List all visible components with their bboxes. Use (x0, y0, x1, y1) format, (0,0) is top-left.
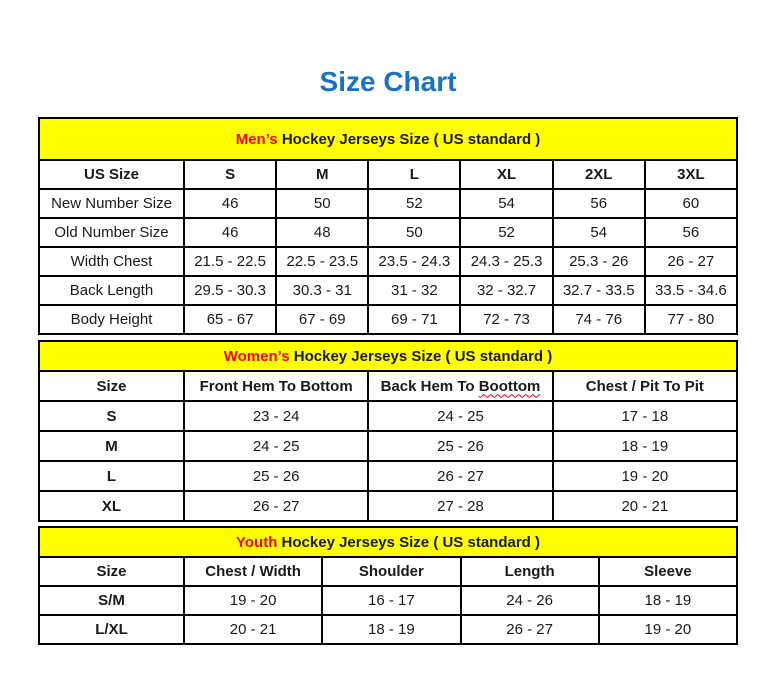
column-header: M (276, 160, 368, 189)
size-cell: 52 (460, 218, 552, 247)
row-label: M (39, 431, 184, 461)
table-row (39, 615, 737, 644)
row-label: Back Length (39, 276, 184, 305)
mens-size-table (38, 117, 738, 335)
womens-section-title: Women’s Hockey Jerseys Size ( US standard ) (39, 341, 737, 371)
size-cell: 26 - 27 (461, 615, 599, 644)
youth-header-row (39, 557, 737, 586)
column-header: 3XL (645, 160, 737, 189)
mens-caption-row (39, 118, 737, 160)
table-row (39, 218, 737, 247)
size-cell: 32.7 - 33.5 (553, 276, 645, 305)
column-header: Front Hem To Bottom (184, 371, 368, 401)
size-cell: 46 (184, 189, 276, 218)
size-cell: 18 - 19 (599, 586, 737, 615)
size-cell: 20 - 21 (553, 491, 737, 521)
misspelled-word: Boottom (478, 377, 541, 395)
size-cell: 19 - 20 (184, 586, 322, 615)
table-row (39, 305, 737, 334)
size-cell: 32 - 32.7 (460, 276, 552, 305)
size-cell: 24 - 25 (368, 401, 552, 431)
row-label: Width Chest (39, 247, 184, 276)
column-header: Size (39, 557, 184, 586)
size-cell: 16 - 17 (322, 586, 460, 615)
section-title-highlight: Men’s (235, 130, 278, 148)
column-header: Sleeve (599, 557, 737, 586)
size-cell: 23.5 - 24.3 (368, 247, 460, 276)
row-label: New Number Size (39, 189, 184, 218)
table-row (39, 401, 737, 431)
size-cell: 67 - 69 (276, 305, 368, 334)
size-cell: 30.3 - 31 (276, 276, 368, 305)
size-cell: 19 - 20 (553, 461, 737, 491)
size-tables-container (38, 117, 738, 645)
table-row (39, 461, 737, 491)
table-row (39, 189, 737, 218)
youth-section-title: Youth Hockey Jerseys Size ( US standard ) (39, 527, 737, 557)
row-label: XL (39, 491, 184, 521)
table-row (39, 586, 737, 615)
size-cell: 18 - 19 (322, 615, 460, 644)
size-cell: 29.5 - 30.3 (184, 276, 276, 305)
mens-header-row (39, 160, 737, 189)
womens-header-row (39, 371, 737, 401)
size-cell: 46 (184, 218, 276, 247)
column-header: S (184, 160, 276, 189)
size-cell: 52 (368, 189, 460, 218)
column-header: Back Hem To Boottom (368, 371, 552, 401)
column-header: US Size (39, 160, 184, 189)
size-cell: 25.3 - 26 (553, 247, 645, 276)
size-cell: 24 - 26 (461, 586, 599, 615)
womens-size-table (38, 340, 738, 522)
womens-caption-row (39, 341, 737, 371)
row-label: Old Number Size (39, 218, 184, 247)
column-header: Chest / Width (184, 557, 322, 586)
size-cell: 48 (276, 218, 368, 247)
row-label: S/M (39, 586, 184, 615)
column-header: Size (39, 371, 184, 401)
row-label: S (39, 401, 184, 431)
size-cell: 20 - 21 (184, 615, 322, 644)
youth-size-table (38, 526, 738, 645)
column-header: 2XL (553, 160, 645, 189)
column-header: Shoulder (322, 557, 460, 586)
column-header: XL (460, 160, 552, 189)
size-cell: 72 - 73 (460, 305, 552, 334)
row-label: L (39, 461, 184, 491)
column-header: L (368, 160, 460, 189)
table-row (39, 491, 737, 521)
size-cell: 26 - 27 (184, 491, 368, 521)
size-cell: 56 (645, 218, 737, 247)
size-cell: 25 - 26 (184, 461, 368, 491)
row-label: L/XL (39, 615, 184, 644)
size-cell: 69 - 71 (368, 305, 460, 334)
youth-caption-row (39, 527, 737, 557)
size-cell: 24 - 25 (184, 431, 368, 461)
size-cell: 27 - 28 (368, 491, 552, 521)
size-cell: 33.5 - 34.6 (645, 276, 737, 305)
size-cell: 19 - 20 (599, 615, 737, 644)
size-cell: 23 - 24 (184, 401, 368, 431)
table-row (39, 431, 737, 461)
column-header: Chest / Pit To Pit (553, 371, 737, 401)
row-label: Body Height (39, 305, 184, 334)
size-cell: 54 (460, 189, 552, 218)
size-cell: 31 - 32 (368, 276, 460, 305)
table-row (39, 276, 737, 305)
size-cell: 50 (276, 189, 368, 218)
mens-section-title: Men’s Hockey Jerseys Size ( US standard ) (39, 118, 737, 160)
size-cell: 56 (553, 189, 645, 218)
size-cell: 26 - 27 (645, 247, 737, 276)
size-cell: 18 - 19 (553, 431, 737, 461)
page-title: Size Chart (319, 66, 457, 97)
size-cell: 22.5 - 23.5 (276, 247, 368, 276)
section-title-highlight: Women’s (223, 347, 290, 365)
size-cell: 54 (553, 218, 645, 247)
size-cell: 77 - 80 (645, 305, 737, 334)
size-cell: 25 - 26 (368, 431, 552, 461)
size-cell: 24.3 - 25.3 (460, 247, 552, 276)
size-cell: 65 - 67 (184, 305, 276, 334)
size-cell: 26 - 27 (368, 461, 552, 491)
section-title-highlight: Youth (236, 533, 278, 551)
size-cell: 17 - 18 (553, 401, 737, 431)
column-header: Length (461, 557, 599, 586)
size-cell: 60 (645, 189, 737, 218)
table-row (39, 247, 737, 276)
size-cell: 74 - 76 (553, 305, 645, 334)
size-cell: 50 (368, 218, 460, 247)
size-cell: 21.5 - 22.5 (184, 247, 276, 276)
